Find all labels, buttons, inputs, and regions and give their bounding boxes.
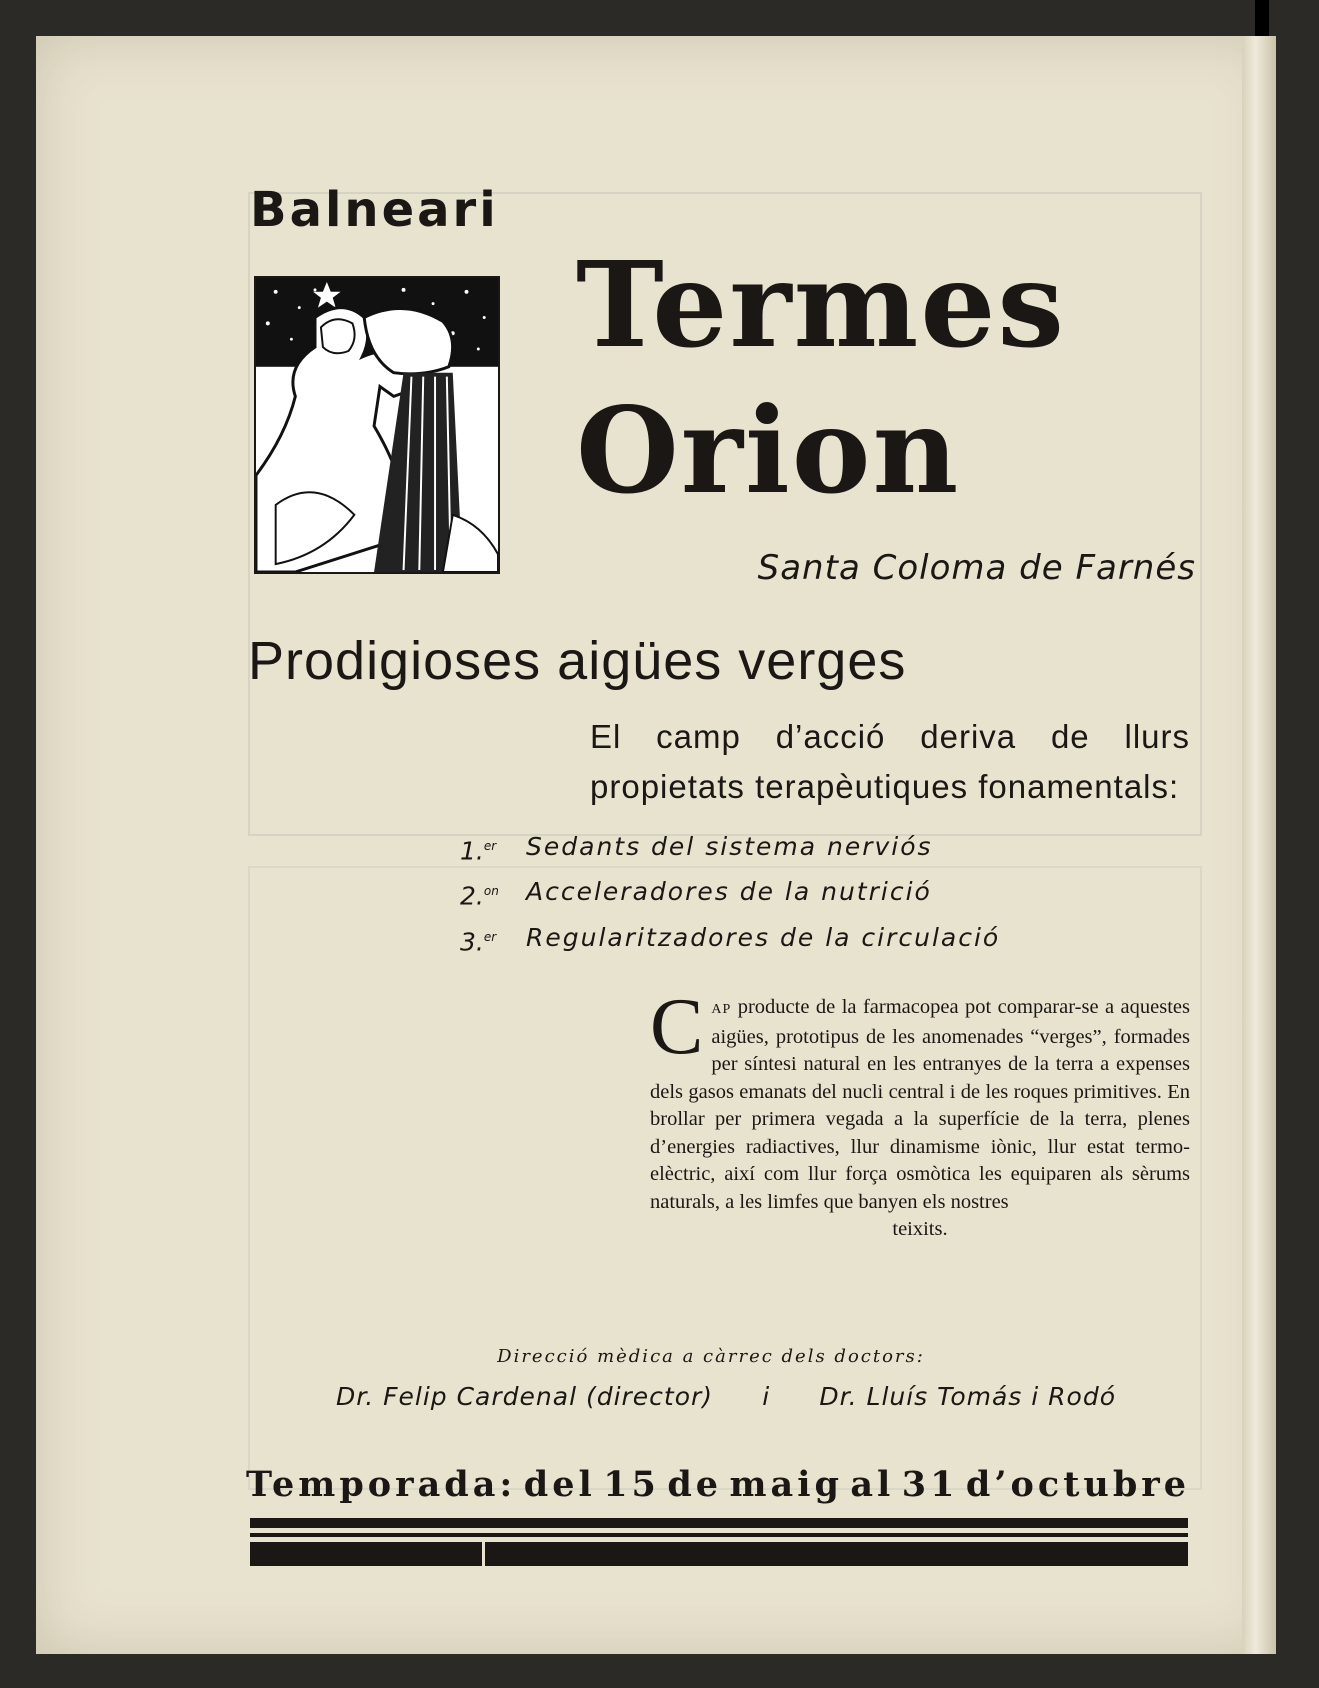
- list-item: [460, 871, 1000, 916]
- body-text: producte de la farmacopea pot comparar-se a aquestes aigües, prototipus de les anomenades “verges”, formades per síntesi natural en les entranyes de la terra a expenses dels gasos emanats del nucli central i de les roques primitives. En brollar per primera vegada a la superfície de la terra, plenes d’energies radiactives, llur dinamisme iònic, llur estat termo-elèctric, així com llur força osmòtica les equiparen als sèrums naturals, a les limfes que banyen els nostres: [650, 996, 1190, 1213]
- conjunction: i: [762, 1382, 771, 1411]
- divider-rule: [250, 1533, 1188, 1537]
- item-text: Acceleradores de la nutrició: [526, 877, 932, 907]
- headline: Prodigioses aigües verges: [248, 631, 907, 691]
- divider-gap: [482, 1542, 485, 1566]
- drop-cap: C: [650, 983, 704, 1071]
- item-number: 1.$^{er}$: [460, 836, 497, 866]
- item-number: 2.$^{on}$: [460, 881, 499, 911]
- season-word: 15: [603, 1464, 660, 1505]
- season-word: d’octubre: [965, 1464, 1190, 1505]
- title-line-1: Termes: [576, 235, 1066, 374]
- aquarius-water-bearer-icon: [254, 276, 500, 574]
- medical-direction-label: Direcció mèdica a càrrec dels doctors:: [497, 1346, 925, 1367]
- season-word: maig: [729, 1464, 843, 1505]
- kicker: Balneari: [250, 182, 499, 238]
- scan-corner-mark: [1255, 0, 1269, 36]
- intro-paragraph: El camp d’acció deriva de llurs propietats terapèutiques fonamentals:: [590, 718, 1190, 805]
- divider-rule: [250, 1518, 1188, 1528]
- brand-title: [576, 232, 1066, 524]
- body-paragraph: [650, 983, 1190, 1244]
- doctor-1: Dr. Felip Cardenal (director): [336, 1382, 714, 1411]
- properties-list: [460, 826, 1000, 962]
- item-number: 3.$^{er}$: [460, 926, 497, 956]
- advertisement-page: [36, 36, 1276, 1654]
- season-word: 31: [901, 1464, 959, 1505]
- season-line: [246, 1464, 1190, 1505]
- divider-rule: [250, 1542, 1188, 1566]
- item-text: Sedants del sistema nerviós: [526, 832, 933, 861]
- season-word: al: [850, 1464, 895, 1505]
- season-word: del: [523, 1464, 596, 1505]
- item-text: Regularitzadores de la circulació: [526, 922, 1001, 952]
- season-word: de: [667, 1464, 723, 1505]
- doctors-line: [336, 1382, 1116, 1411]
- location: Santa Coloma de Farnés: [757, 548, 1196, 588]
- season-label: Temporada:: [246, 1464, 517, 1505]
- doctor-2: Dr. Lluís Tomás i Rodó: [819, 1382, 1116, 1411]
- list-item: [460, 826, 1000, 871]
- list-item: [460, 917, 1000, 962]
- title-line-2: Orion: [576, 381, 961, 520]
- small-caps: AP: [711, 1002, 732, 1017]
- body-last-line: teixits.: [892, 1218, 948, 1240]
- page-spine: [1242, 36, 1276, 1654]
